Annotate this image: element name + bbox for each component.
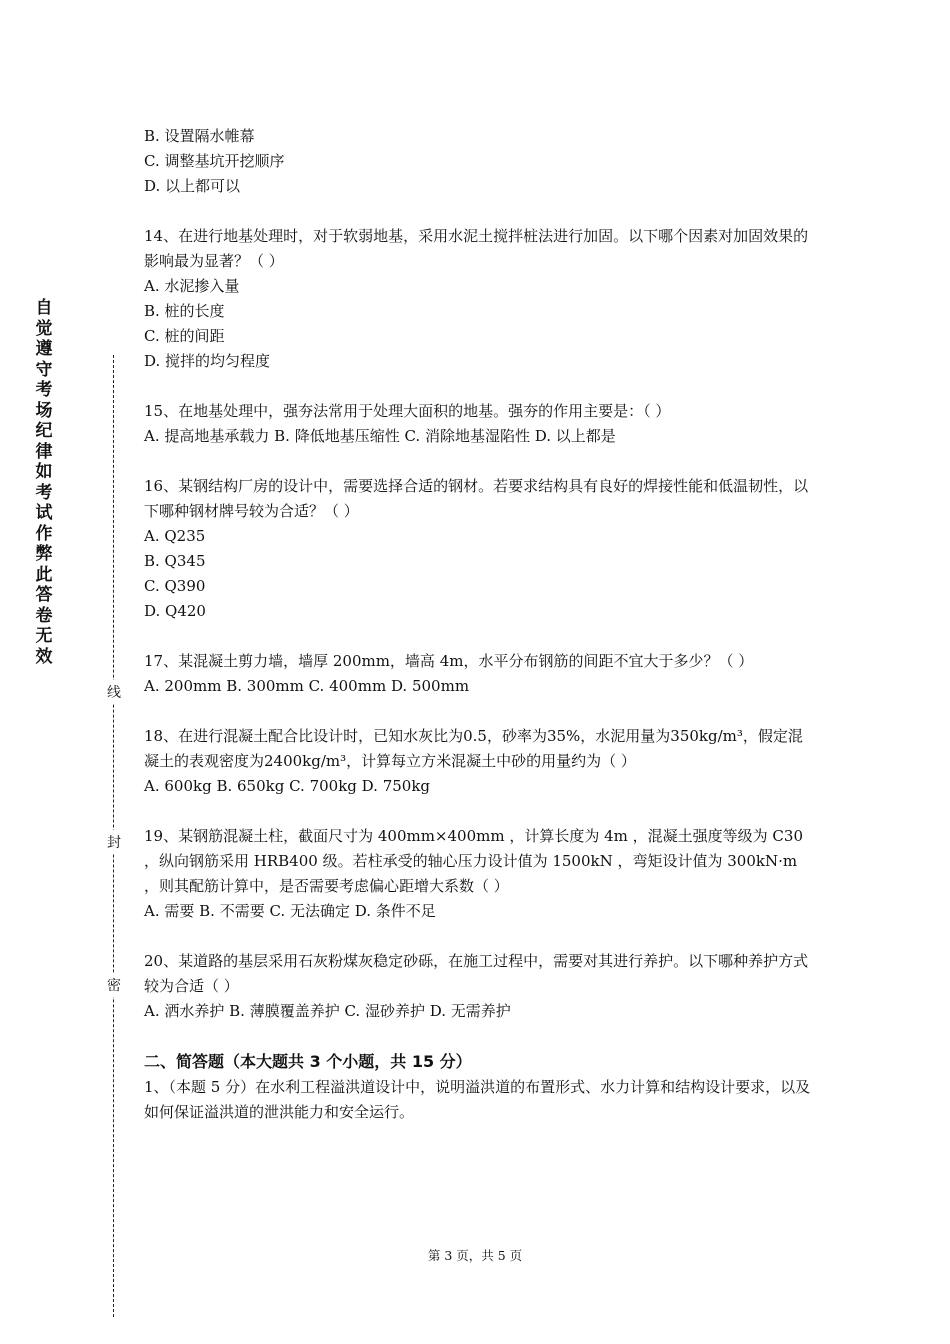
question-20	[144, 949, 812, 1024]
section-title: 二、简答题（本大题共 3 个小题，共 15 分）	[144, 1052, 472, 1071]
option: C. 桩的间距	[144, 327, 225, 345]
question-stem: 20、某道路的基层采用石灰粉煤灰稳定砂砾，在施工过程中，需要对其进行养护。以下哪种养护方式较为合适（ ）	[144, 952, 809, 995]
question-15	[144, 399, 812, 449]
question-14	[144, 224, 812, 374]
question-stem: 14、在进行地基处理时，对于软弱地基，采用水泥土搅拌桩法进行加固。以下哪个因素对加固效果的影响最为显著？（ ）	[144, 227, 809, 270]
question-stem: 19、某钢筋混凝土柱，截面尺寸为 400mm×400mm ，计算长度为 4m ，混凝土强度等级为 C30 ，纵向钢筋采用 HRB400 级。若柱承受的轴心压力设计值为 1500kN ，弯矩设计值为 300kN·m ，则其配筋计算中，是否需要考虑偏心距增大系数（ ）	[144, 827, 803, 895]
binding-mark-seal: 封	[106, 830, 122, 854]
section-short-answer	[144, 1049, 812, 1125]
options-line: A. 600kg B. 650kg C. 700kg D. 750kg	[144, 777, 431, 795]
question-17	[144, 649, 812, 699]
question-19	[144, 824, 812, 924]
question-stem: 18、在进行混凝土配合比设计时，已知水灰比为0.5，砂率为35%，水泥用量为350kg/m³，假定混凝土的表观密度为2400kg/m³，计算每立方米混凝土中砂的用量约为（ ）	[144, 727, 803, 770]
option: D. Q420	[144, 602, 206, 620]
option: C. Q390	[144, 577, 206, 595]
option: B. 桩的长度	[144, 302, 225, 320]
option: D. 搅拌的均匀程度	[144, 352, 271, 370]
exam-discipline-notice: 自觉遵守考场纪律如考试作弊此答卷无效	[35, 298, 53, 667]
option: D. 以上都可以	[144, 177, 241, 195]
options-line: A. 需要 B. 不需要 C. 无法确定 D. 条件不足	[144, 902, 436, 920]
option: A. 水泥掺入量	[144, 277, 240, 295]
options-line: A. 提高地基承载力 B. 降低地基压缩性 C. 消除地基湿陷性 D. 以上都是	[144, 427, 616, 445]
question-13-tail	[144, 124, 812, 199]
options-line: A. 200mm B. 300mm C. 400mm D. 500mm	[144, 677, 470, 695]
question-16	[144, 474, 812, 624]
option: B. Q345	[144, 552, 206, 570]
options-line: A. 洒水养护 B. 薄膜覆盖养护 C. 湿砂养护 D. 无需养护	[144, 1002, 511, 1020]
question-stem: 17、某混凝土剪力墙，墙厚 200mm，墙高 4m，水平分布钢筋的间距不宜大于多少？（ ）	[144, 652, 754, 670]
exam-content	[144, 124, 812, 1125]
question-stem: 15、在地基处理中，强夯法常用于处理大面积的地基。强夯的作用主要是：（ ）	[144, 402, 671, 420]
option: B. 设置隔水帷幕	[144, 127, 255, 145]
binding-mark-line: 线	[106, 680, 122, 704]
question-stem: 16、某钢结构厂房的设计中，需要选择合适的钢材。若要求结构具有良好的焊接性能和低温韧性，以下哪种钢材牌号较为合适？（ ）	[144, 477, 809, 520]
question-18	[144, 724, 812, 799]
option: A. Q235	[144, 527, 206, 545]
question-stem: 1、（本题 5 分）在水利工程溢洪道设计中，说明溢洪道的布置形式、水力计算和结构设计要求，以及如何保证溢洪道的泄洪能力和安全运行。	[144, 1078, 811, 1121]
page-footer: 第 3 页，共 5 页	[427, 1248, 523, 1263]
binding-mark-secret: 密	[106, 973, 122, 997]
option: C. 调整基坑开挖顺序	[144, 152, 285, 170]
